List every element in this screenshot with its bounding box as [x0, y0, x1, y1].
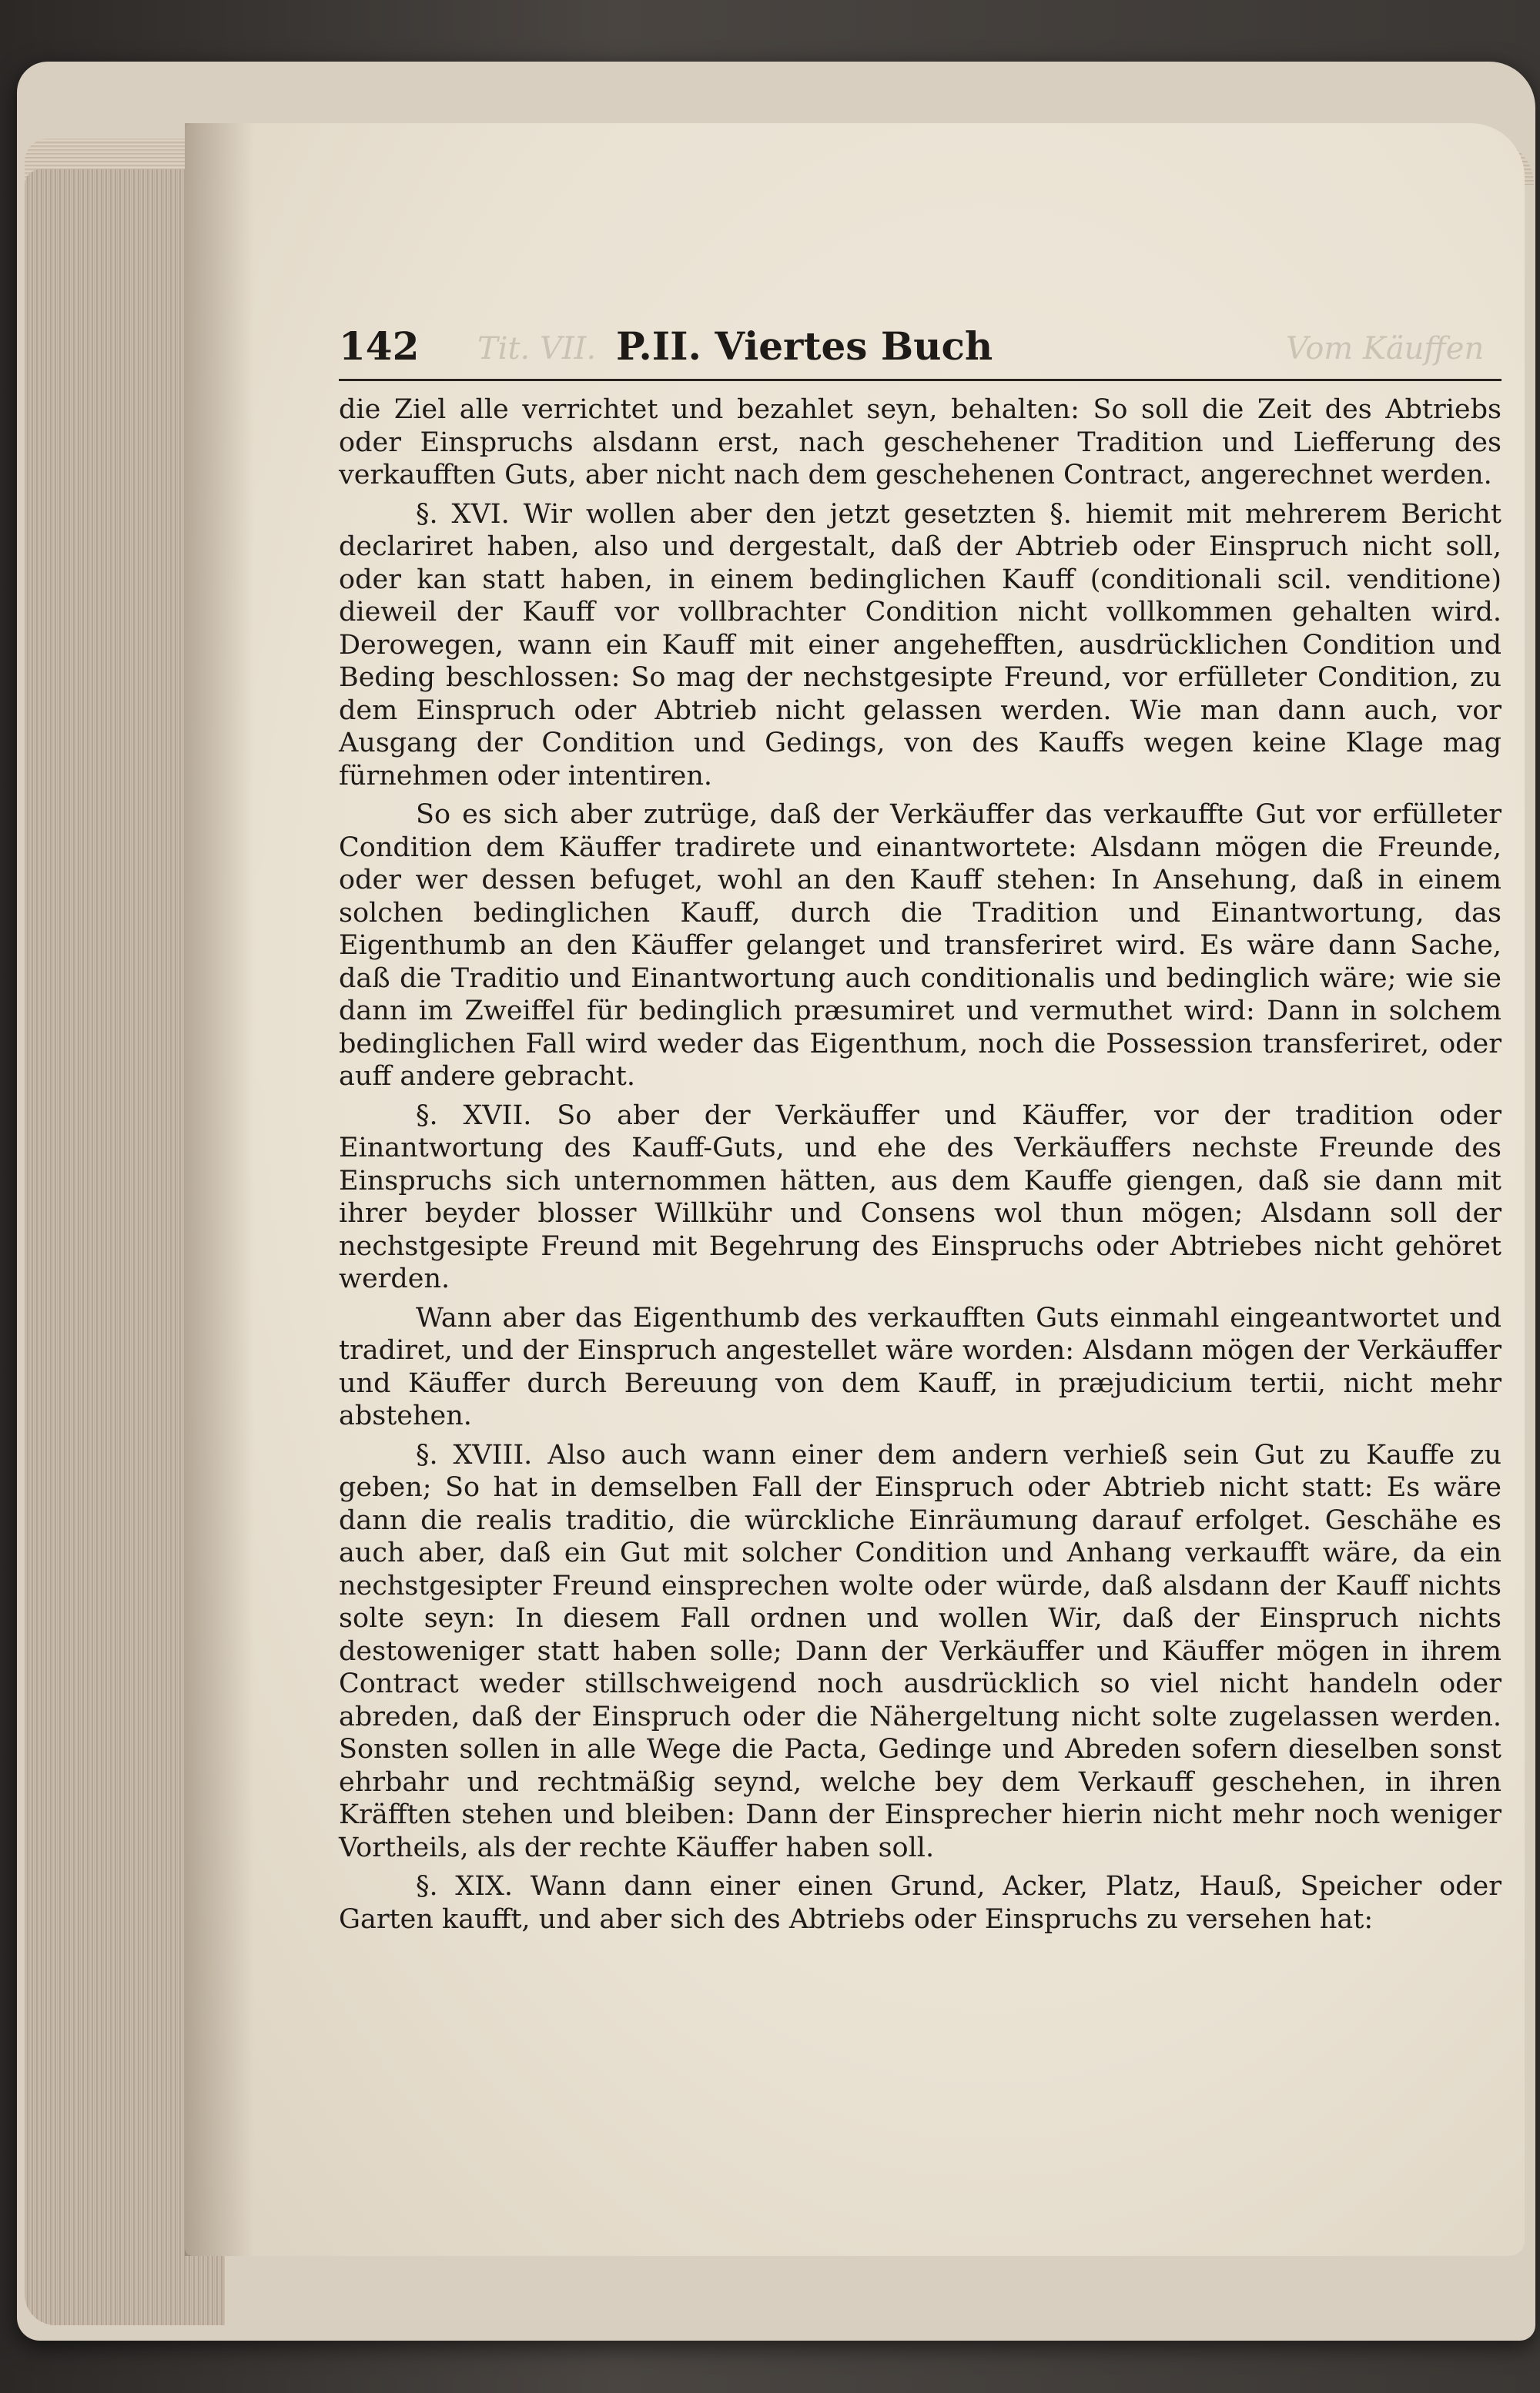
page-gutter-shadow	[185, 123, 254, 2256]
section-xix: §. XIX. Wann dann einer einen Grund, Acker, Platz, Hauß, Speicher oder Garten kaufft, und aber sich des Abtriebs oder Einspruchs zu versehen hat:	[339, 1871, 1502, 1935]
paragraph-xvii-2: Wann aber das Eigenthumb des verkaufften Guts einmahl eingeantwortet und tradiret, und der Einspruch angestellet wäre worden: Alsdann mögen der Verkäuffer und Käuffer durch Bereuung von dem Kauff, in præjudicium tertii, nicht mehr abstehen.	[339, 1302, 1502, 1431]
paragraph-xvi-2: So es sich aber zutrüge, daß der Verkäuffer das verkauffte Gut vor erfülleter Condition dem Käuffer tradirete und einantwortete: Alsdann mögen die Freunde, oder wer dessen befuget, wohl an den Kauff stehen: In Ansehung, daß in einem solchen bedinglichen Kauff, durch die Tradition und Einantwortung, das Eigenthumb an den Käuffer gelanget und transferiret wird. Es wäre dann Sache, daß die Traditio und Einantwortung auch conditionalis und bedinglich wäre; wie sie dann im Zweiffel für bedinglich præsumiret und vermuthet wird: Dann in solchem bedinglichen Fall wird weder das Eigenthum, noch die Possession transferiret, oder auff andere gebracht.	[339, 799, 1502, 1092]
section-xviii: §. XVIII. Also auch wann einer dem andern verhieß sein Gut zu Kauffe zu geben; So hat in demselben Fall der Einspruch oder Abtrieb nicht statt: Es wäre dann die realis traditio, die würckliche Einräumung darauf erfolget. Geschähe es auch aber, daß ein Gut mit solcher Condition und Anhang verkaufft wäre, da ein nechstgesipter Freund einsprechen wolte oder würde, daß alsdann der Kauff nichts solte seyn: In diesem Fall ordnen und wollen Wir, daß der Einspruch nichts destoweniger statt haben solle; Dann der Verkäuffer und Käuffer mögen in ihrem Contract weder stillschweigend noch ausdrücklich so viel nicht handeln oder abreden, daß der Einspruch oder die Nähergeltung nicht solte zugelassen werden. Sonsten sollen in alle Wege die Pacta, Gedinge und Abreden sofern dieselben sonst ehrbahr und rechtmäßig seynd, welche bey dem Verkauff geschehen, in ihren Kräfften stehen und bleiben: Dann der Einsprecher hierin nicht mehr noch weniger Vortheils, als der rechte Käuffer haben soll.	[339, 1439, 1502, 1863]
page-header	[339, 323, 1502, 381]
section-xvii: §. XVII. So aber der Verkäuffer und Käuffer, vor der tradition oder Einantwortung des Kauff-Guts, und ehe des Verkäuffers nechste Freunde des Einspruchs sich unternommen hätten, aus dem Kauffe giengen, daß sie dann mit ihrer beyder blosser Willkühr und Consens wol thun mögen; Alsdann soll der nechstgesipte Freund mit Begehrung des Einspruchs oder Abtriebes nicht gehöret werden.	[339, 1099, 1502, 1294]
bleed-through-left: Tit. VII.	[477, 331, 597, 366]
page-number: 142	[339, 323, 420, 369]
section-xvi: §. XVI. Wir wollen aber den jetzt gesetzten §. hiemit mit mehrerem Bericht declariret haben, also und dergestalt, daß der Abtrieb oder Einspruch nicht soll, oder kan statt haben, in einem bedinglichen Kauff (conditionali scil. venditione) dieweil der Kauff vor vollbrachter Condition nicht vollkommen gehalten wird. Derowegen, wann ein Kauff mit einer angehefften, ausdrücklichen Condition und Beding beschlossen: So mag der nechstgesipte Freund, vor erfülleter Condition, zu dem Einspruch oder Abtrieb nicht gelassen werden. Wie man dann auch, vor Ausgang der Condition und Gedings, von des Kauffs wegen keine Klage mag fürnehmen oder intentiren.	[339, 498, 1502, 792]
bleed-through-right: Vom Käuffen	[1286, 331, 1485, 366]
paragraph-continuation: die Ziel alle verrichtet und bezahlet seyn, behalten: So soll die Zeit des Abtriebs oder Einspruchs alsdann erst, nach geschehener Tradition und Liefferung des verkaufften Guts, aber nicht nach dem geschehenen Contract, angerechnet werden.	[339, 394, 1502, 490]
text-block	[339, 323, 1502, 1936]
running-title: P.II. Viertes Buch	[616, 323, 993, 369]
